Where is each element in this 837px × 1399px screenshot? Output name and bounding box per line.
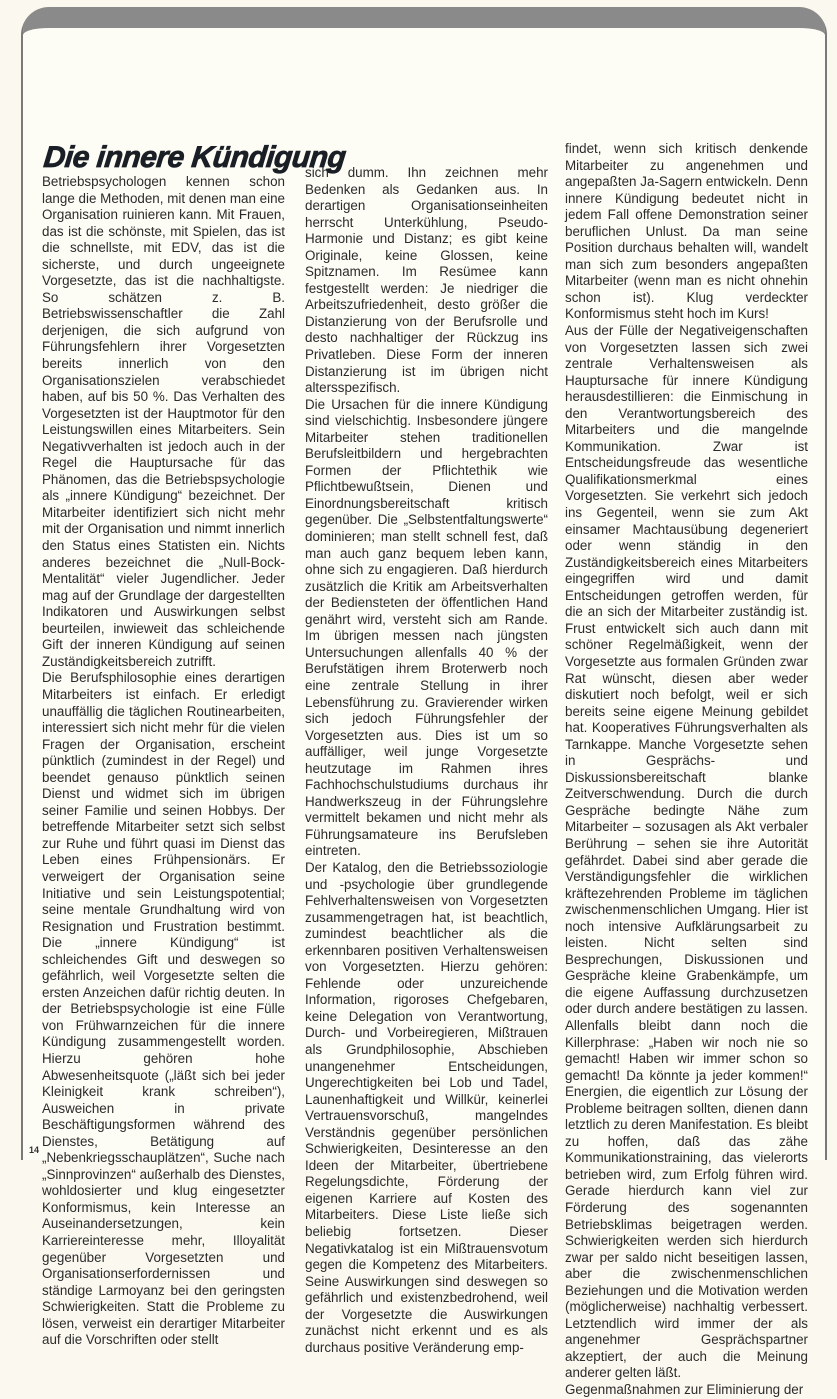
paragraph: findet, wenn sich kritisch denkende Mitarbeiter zu angenehmen und angepaßten Ja-Sagern entwickeln. Denn innere Kündigung bedeutet nicht in jedem Fall offene Demonstration seiner beruflichen Unlust. Da man seine Position durchaus behalten will, wandelt man sich zum besonders angepaßten Mitarbeiter (wenn man es nicht ohnehin schon ist). Klug verdeckter Konformismus steht hoch im Kurs! [565, 141, 808, 322]
paragraph: Die Berufsphilosophie eines derartigen Mitarbeiters ist einfach. Er erledigt unauffällig die täglichen Routinearbeiten, interessiert sich nicht mehr für die vielen Fragen der Organisation, erscheint pünktlich (zumindest in der Regel) und beendet genauso pünktlich seinen Dienst und widmet sich im übrigen seiner Familie und seinen Hobbys. Der betreffende Mitarbeiter setzt sich selbst zur Ruhe und führt quasi im Dienst das Leben eines Frühpensionärs. Er verweigert der Organisation seine Initiative und sein Leistungspotential; seine mentale Grundhaltung wird von Resignation und Frustration bestimmt. Die „innere Kündigung“ ist schleichendes Gift und deswegen so gefährlich, weil Vorgesetzte selten die ersten Anzeichen dafür richtig deuten. In der Betriebspsychologie ist eine Fülle von Frühwarnzeichen für die innere Kündigung zusammengestellt worden. Hierzu gehören hohe Abwesenheitsquote („läßt sich bei jeder Kleinigkeit krank schreiben“), Ausweichen in private Beschäftigungsformen während des Dienstes, Betätigung auf „Nebenkriegsschauplätzen“, Suche nach „Sinnprovinzen“ außerhalb des Dienstes, wohldosierter und klug eingesetzter Konformismus, kein Interesse an Auseinandersetzungen, kein Karriereinteresse mehr, Illoyalität gegenüber Vorgesetzten und Organisationserfordernissen und ständige Larmoyanz bei den geringsten Schwierigkeiten. Statt die Probleme zu lösen, verweist ein derartiger Mitarbeiter auf die Vorschriften oder stellt [42, 670, 285, 1348]
text-column-1 [42, 174, 285, 1349]
paragraph: Aus der Fülle der Negativeigenschaften von Vorgesetzten lassen sich zwei zentrale Verhaltensweisen als Hauptursache für innere Kündigung herausdestillieren: die Einmischung in den Verantwortungsbereich des Mitarbeiters und die mangelnde Kommunikation. Zwar ist Entscheidungsfreude das wesentliche Qualifikationsmerkmal eines Vorgesetzten. Sie verkehrt sich jedoch ins Gegenteil, wenn sie zum Akt einsamer Machtausübung degeneriert oder wenn ständig in den Zuständigkeitsbereich eines Mitarbeiters eingegriffen wird und damit Entscheidungen getroffen werden, für die an sich der Mitarbeiter zuständig ist. Frust entwickelt sich auch dann mit schöner Regelmäßigkeit, wenn der Vorgesetzte aus formalen Gründen zwar Rat wünscht, diesen aber weder diskutiert noch befolgt, weil er sich bereits seine eigene Meinung gebildet hat. Kooperatives Führungsverhalten als Tarnkappe. Manche Vorgesetzte sehen in Gesprächs- und Diskussionsbereitschaft blanke Zeitverschwendung. Durch die durch Gespräche bedingte Nähe zum Mitarbeiter – sozusagen als Akt verbaler Berührung – sehen sie ihre Autorität gefährdet. Dabei sind aber gerade die Verständigungsfehler die wirklichen kräftezehrenden Probleme im täglichen zwischenmenschlichen Umgang. Hier ist noch intensive Aufklärungsarbeit zu leisten. Nicht selten sind Besprechungen, Diskussionen und Gespräche kleine Grabenkämpfe, um die eigene Auffassung durchzusetzen oder durch andere bestätigen zu lassen. Allenfalls bleibt dann noch die Killerphrase: „Haben wir noch nie so gemacht! Haben wir immer schon so gemacht! Da könnte ja jeder kommen!“ Energien, die eigentlich zur Lösung der Probleme beitragen sollten, dienen dann letztlich zu deren Manifestation. Es bleibt zu hoffen, daß das zähe Kommunikationstraining, das vielerorts betrieben wird, zum Erfolg führen wird. Gerade hierdurch kann viel zur Förderung des sogenannten Betriebsklimas beigetragen werden. Schwierigkeiten werden sich hierdurch zwar per saldo nicht beseitigen lassen, aber die zwischenmenschlichen Beziehungen und die Motivation werden (möglicherweise) nachhaltig verbessert. Letztendlich wird immer der als angenehmer Gesprächspartner akzeptiert, der auch die Meinung anderer gelten läßt. [565, 323, 808, 1381]
article-title: Die innere Kündigung [42, 141, 348, 174]
text-column-2 [305, 165, 548, 1356]
paragraph: Die Ursachen für die innere Kündigung sind vielschichtig. Insbesondere jüngere Mitarbeiter stehen traditionellen Berufsleitbildern und hergebrachten Formen der Pflichtethik wie Pflichtbewußtsein, Dienen und Einordnungsbereitschaft kritisch gegenüber. Die „Selbstentfaltungswerte“ dominieren; man stellt schnell fest, daß man auch ganz bequem leben kann, ohne sich zu engagieren. Daß hierdurch zusätzlich die Kritik am Arbeitsverhalten der Bediensteten der öffentlichen Hand genährt wird, versteht sich am Rande. Im übrigen messen nach jüngsten Untersuchungen allenfalls 40 % der Berufstätigen ihrem Broterwerb noch eine zentrale Stellung in ihrer Lebensführung zu. Gravierender wirken sich jedoch Führungsfehler der Vorgesetzten aus. Dies ist um so auffälliger, weil junge Vorgesetzte heutzutage im Rahmen ihres Fachhochschulstudiums durchaus ihr Handwerkszeug in der Führungslehre vermittelt bekamen und nicht mehr als Führungsamateure ins Berufsleben eintreten. [305, 396, 548, 859]
paragraph: Gegenmaßnahmen zur Eliminierung der [565, 1382, 804, 1398]
text-column-3 [565, 141, 808, 1399]
paragraph: sich dumm. Ihn zeichnen mehr Bedenken als Gedanken aus. In derartigen Organisationseinheiten herrscht Unterkühlung, Pseudo-Harmonie und Distanz; es gibt keine Originale, keine Glossen, keine Spitznamen. Im Resümee kann festgestellt werden: Je niedriger die Arbeitszufriedenheit, desto größer die Distanzierung von der Berufsrolle und desto nachhaltiger der Rückzug ins Privatleben. Diese Form der inneren Distanzierung ist im übrigen nicht altersspezifisch. [305, 165, 548, 396]
paragraph: Der Katalog, den die Betriebssoziologie und -psychologie über grundlegende Fehlverhaltensweisen von Vorgesetzten zusammengetragen hat, ist beachtlich, zumindest beachtlicher als die erkennbaren positiven Verhaltensweisen von Vorgesetzten. Hierzu gehören: Fehlende oder unzureichende Information, rigoroses Chefgebaren, keine Delegation von Verantwortung, Durch- und Vorbeiregieren, Mißtrauen als Grundphilosophie, Abschieben unangenehmer Entscheidungen, Ungerechtigkeiten bei Lob und Tadel, Launenhaftigkeit und Willkür, keinerlei Vertrauensvorschuß, mangelndes Verständnis gegenüber persönlichen Schwierigkeiten, Desinteresse an den Ideen der Mitarbeiter, übertriebene Regelungsdichte, Förderung der eigenen Karriere auf Kosten des Mitarbeiters. Diese Liste ließe sich beliebig fortsetzen. Dieser Negativkatalog ist ein Mißtrauensvotum gegen die Kompetenz des Mitarbeiters. Seine Auswirkungen sind deswegen so gefährlich und existenzbedrohend, weil der Vorgesetzte die Auswirkungen zunächst nicht erkennt und es als durchaus positive Veränderung emp- [305, 859, 548, 1355]
page-number: 14 [29, 1145, 40, 1155]
paragraph: Betriebspsychologen kennen schon lange die Methoden, mit denen man eine Organisation ruinieren kann. Mit Frauen, das ist die schönste, mit Spielen, das ist die schnellste, mit EDV, das ist die sicherste, und durch ungeeignete Vorgesetzte, das ist die nachhaltigste. So schätzen z. B. Betriebswissenschaftler die Zahl derjenigen, die sich aufgrund von Führungsfehlern ihrer Vorgesetzten bereits innerlich von den Organisationszielen verabschiedet haben, auf bis 50 %. Das Verhalten des Vorgesetzten ist der Hauptmotor für den Leistungswillen eines Mitarbeiters. Sein Negativverhalten ist jedoch auch in der Regel die Hauptursache für das Phänomen, das die Betriebspsychologie als „innere Kündigung“ bezeichnet. Der Mitarbeiter identifiziert sich nicht mehr mit der Organisation und nimmt innerlich den Status eines Statisten ein. Nichts anderes bezeichnet die „Null-Bock-Mentalität“ vieler Jugendlicher. Jeder mag auf der Grundlage der dargestellten Indikatoren und Auswirkungen selbst beurteilen, inwieweit das schleichende Gift der inneren Kündigung auf seinen Zuständigkeitsbereich zutrifft. [42, 174, 285, 669]
